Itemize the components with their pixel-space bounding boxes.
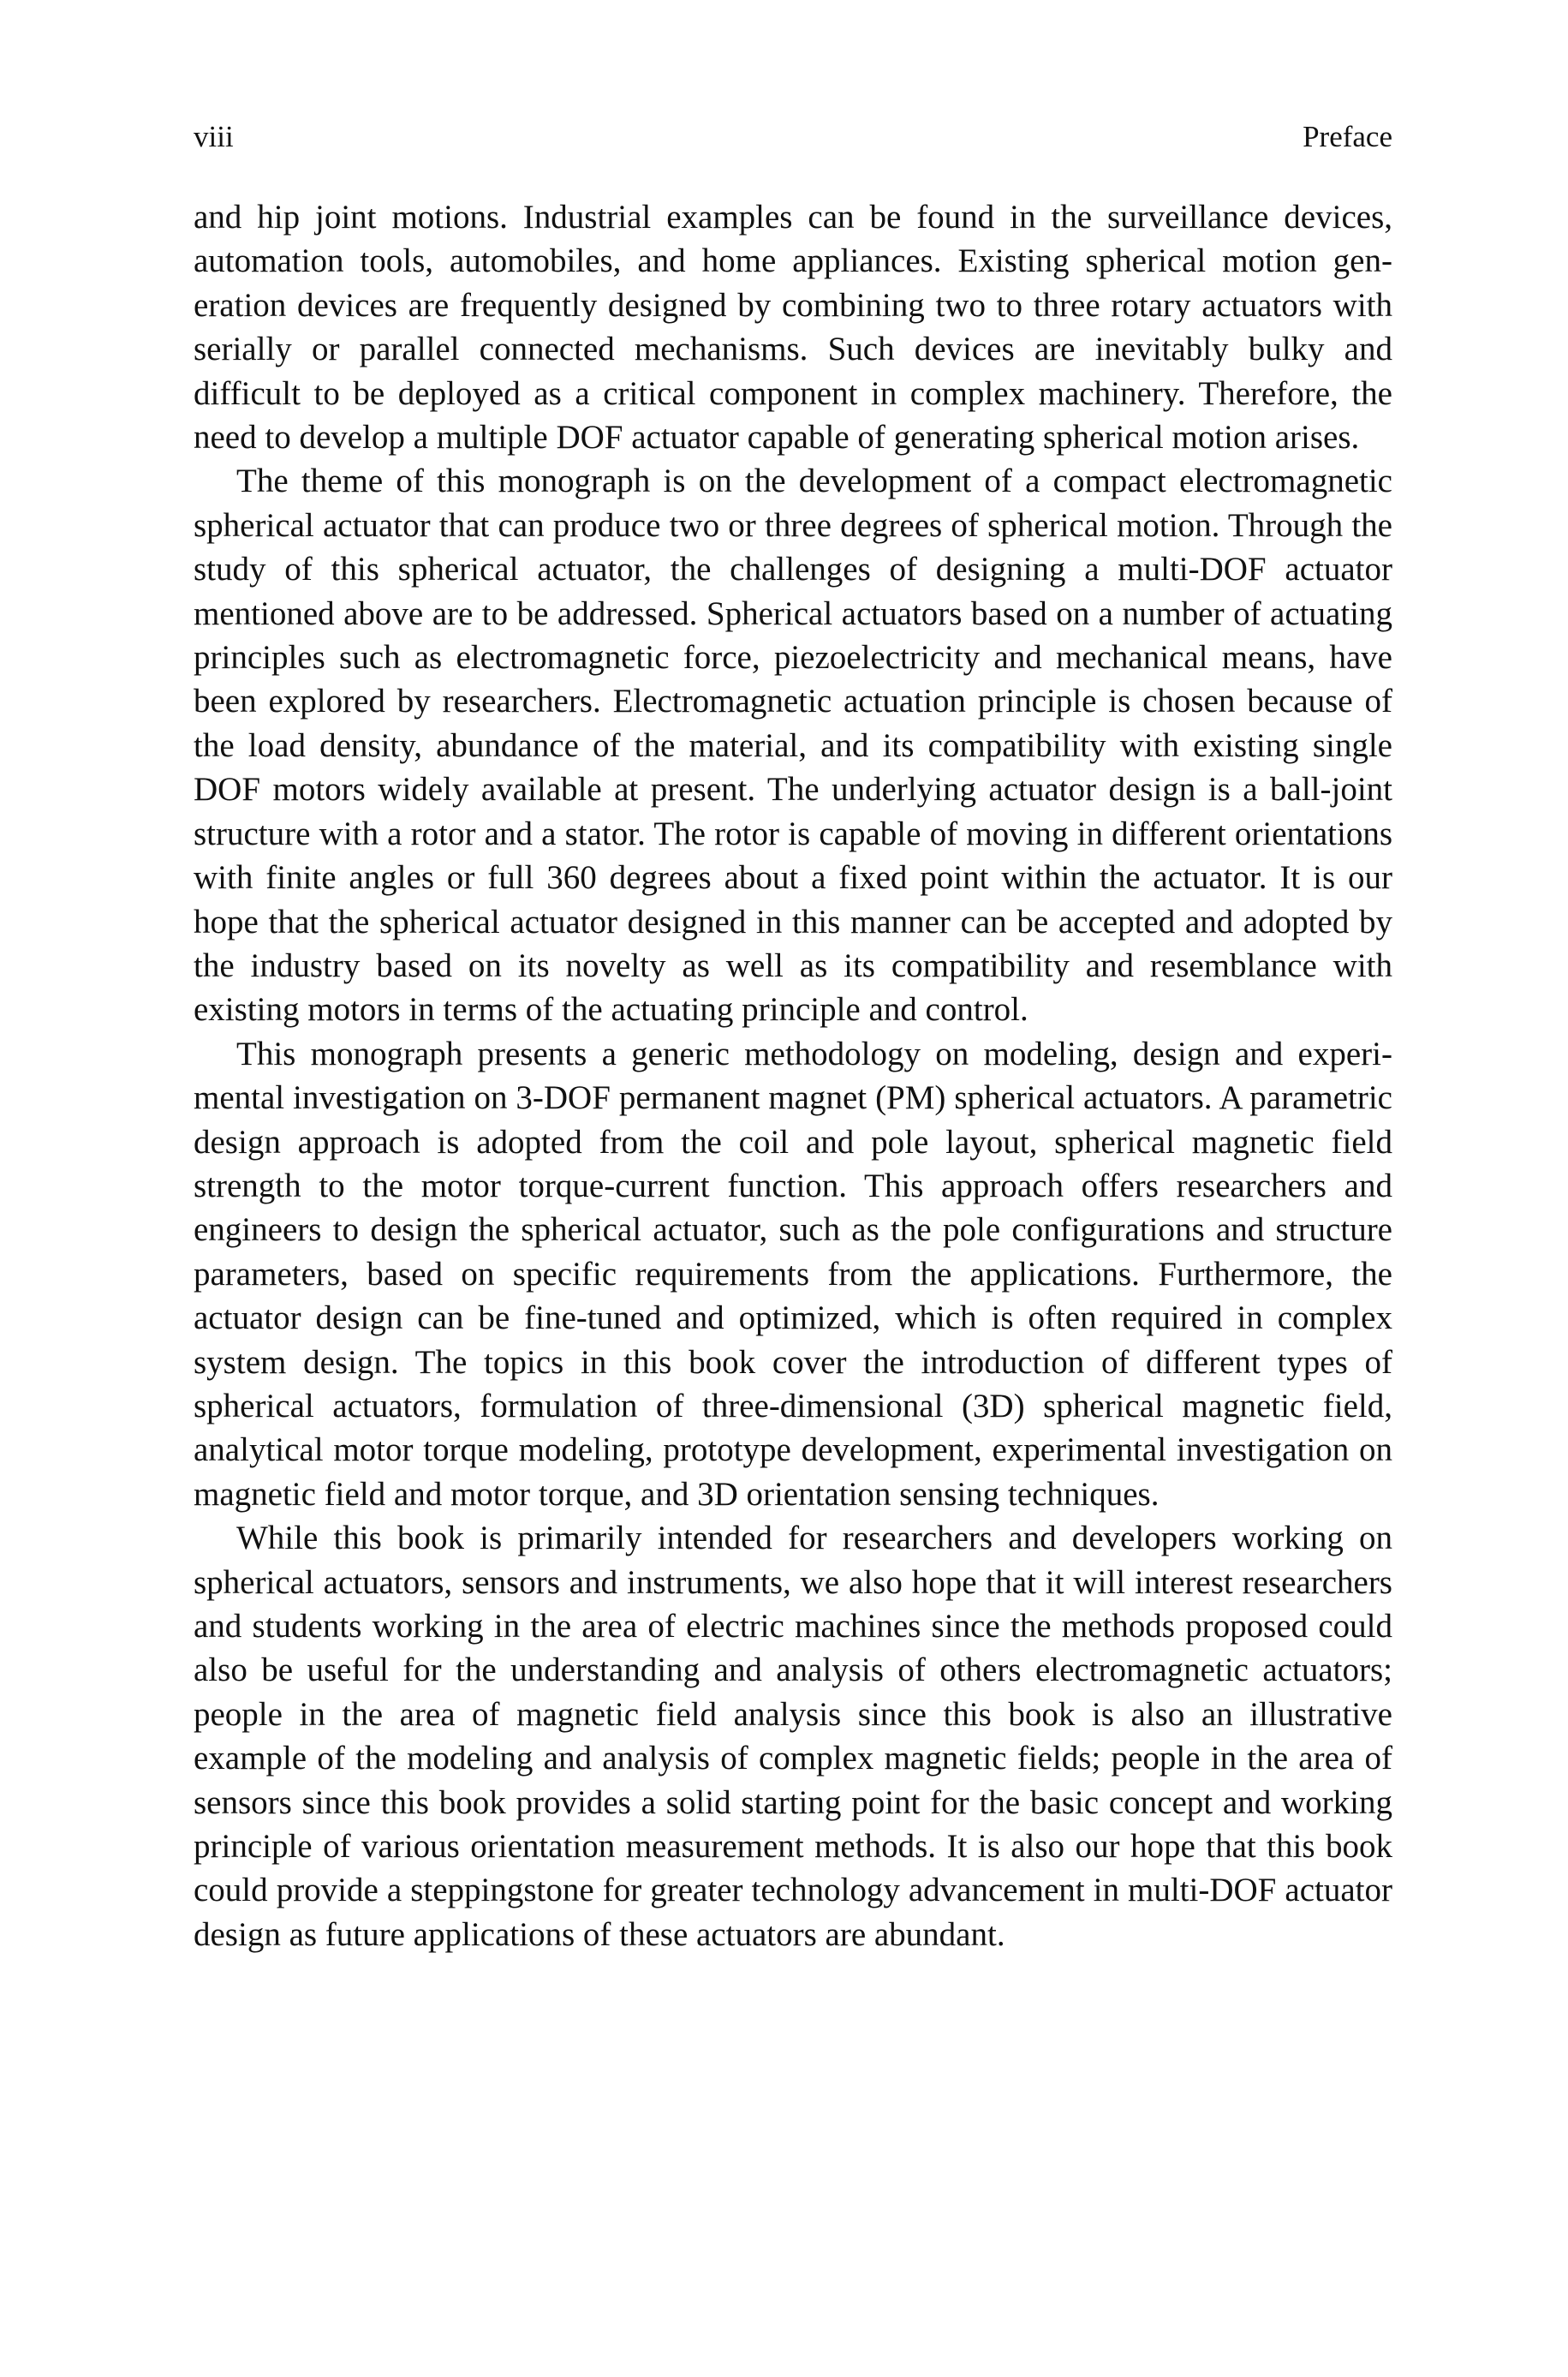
paragraph-methodology: This monograph presents a generic methodology on modeling, design and experimental investigation on 3-DOF permanent magnet (PM) spherical actuators. A parametric design approach is adopted from the coil and pole layout, spherical magnetic field strength to the motor torque-current function. This approach offers researchers and engineers to design the spherical actuator, such as the pole configurations and structure parameters, based on specific requirements from the applications. Furthermore, the actuator design can be fine-tuned and optimized, which is often required in complex system design. The topics in this book cover the introduction of different types of spherical actuators, formulation of three-dimensional (3D) spherical magnetic field, analytical motor torque modeling, prototype development, experimental investigation on magnetic field and motor torque, and 3D orientation sensing techniques.: [194, 1035, 1392, 1513]
book-page: [194, 120, 1392, 1956]
paragraph-continuation: and hip joint motions. Industrial examples can be found in the surveillance devices, automation tools, automobiles, and home appliances. Existing spherical motion generation devices are frequently designed by combining two to three rotary actuators with serially or parallel connected mechanisms. Such devices are inevitably bulky and difficult to be deployed as a critical component in complex machinery. Therefore, the need to develop a multiple DOF actuator capable of generating spherical motion arises.: [194, 199, 1392, 457]
paragraph-theme: The theme of this monograph is on the development of a compact electromagnetic spherical actuator that can produce two or three degrees of spherical motion. Through the study of this spherical actuator, the challenges of designing a multi-DOF actuator mentioned above are to be addressed. Spherical actuators based on a number of actuating principles such as electromagnetic force, piezoelectricity and mechanical means, have been explored by researchers. Electromagnetic actuation principle is chosen because of the load density, abundance of the material, and its compatibility with existing single DOF motors widely available at present. The underlying actuator design is a ball-joint structure with a rotor and a stator. The rotor is capable of moving in different orientations with finite angles or full 360 degrees about a fixed point within the actuator. It is our hope that the spherical actuator designed in this manner can be accepted and adopted by the industry based on its novelty as well as its compatibility and resemblance with existing motors in terms of the actuating principle and control.: [194, 463, 1392, 1029]
body-text: [194, 195, 1392, 1956]
paragraph-audience: While this book is primarily intended for researchers and developers working on spherical actuators, sensors and instruments, we also hope that it will interest researchers and students working in the area of electric machines since the methods proposed could also be useful for the understanding and analysis of others electromagnetic actuators; people in the area of magnetic field analysis since this book is also an illustrative example of the modeling and analysis of complex magnetic fields; people in the area of sensors since this book provides a solid starting point for the basic concept and working principle of various orientation measurement methods. It is also our hope that this book could provide a steppingstone for greater technology advancement in multi-DOF actuator design as future applications of these actuators are abundant.: [194, 1520, 1392, 1953]
section-title: Preface: [1303, 120, 1392, 153]
page-number: viii: [194, 120, 234, 153]
running-head: [194, 120, 1392, 154]
